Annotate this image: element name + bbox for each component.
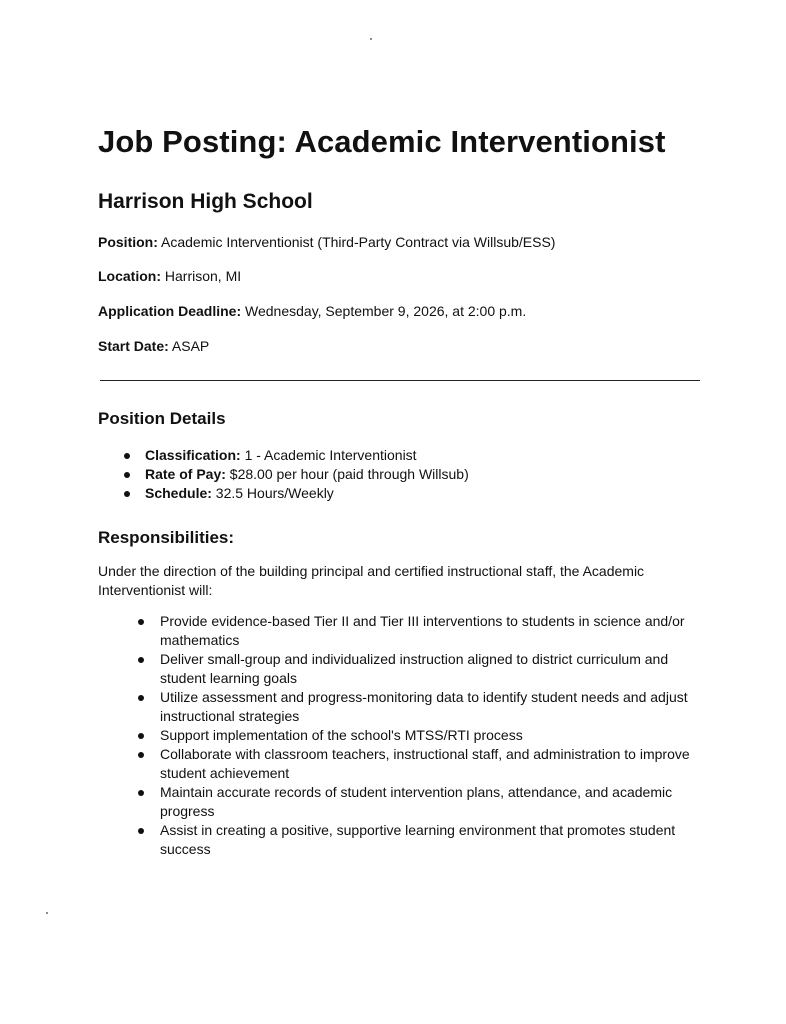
- list-item: Maintain accurate records of student intervention plans, attendance, and academic progress: [160, 783, 705, 821]
- responsibilities-intro: Under the direction of the building principal and certified instructional staff, the Academic Interventionist will:: [98, 563, 645, 598]
- position-field: [98, 234, 555, 250]
- list-item: Collaborate with classroom teachers, instructional staff, and administration to improve student achievement: [160, 745, 705, 783]
- position-details-heading: Position Details: [98, 409, 226, 428]
- list-item: Deliver small-group and individualized instruction aligned to district curriculum and student learning goals: [160, 650, 705, 688]
- school-name: Harrison High School: [98, 190, 313, 213]
- field-value: Harrison, MI: [161, 268, 242, 284]
- list-item: Assist in creating a positive, supportive learning environment that promotes student success: [160, 821, 705, 859]
- start-date-field: [98, 338, 209, 354]
- item-value: 1 - Academic Interventionist: [240, 447, 417, 463]
- list-item: [145, 465, 705, 484]
- scan-speck: [46, 912, 48, 914]
- field-label: Application Deadline:: [98, 303, 242, 319]
- field-label: Position:: [98, 234, 158, 250]
- horizontal-divider: [100, 380, 700, 381]
- field-label: Start Date:: [98, 338, 169, 354]
- deadline-field: [98, 303, 526, 319]
- list-item: Support implementation of the school's MTSS/RTI process: [160, 726, 705, 745]
- item-label: Classification:: [145, 447, 241, 463]
- item-label: Rate of Pay:: [145, 466, 226, 482]
- list-item: [145, 484, 705, 503]
- item-value: $28.00 per hour (paid through Willsub): [225, 466, 469, 482]
- position-details-list: [145, 446, 705, 503]
- field-label: Location:: [98, 268, 161, 284]
- item-value: 32.5 Hours/Weekly: [211, 485, 334, 501]
- list-item: [145, 446, 705, 465]
- scan-speck: [370, 38, 372, 40]
- responsibilities-list: [160, 612, 705, 859]
- list-item: Provide evidence-based Tier II and Tier III interventions to students in science and/or mathematics: [160, 612, 705, 650]
- field-value: Academic Interventionist (Third-Party Contract via Willsub/ESS): [157, 234, 556, 250]
- field-value: ASAP: [168, 338, 210, 354]
- location-field: [98, 268, 241, 284]
- item-label: Schedule:: [145, 485, 212, 501]
- document-title: Job Posting: Academic Interventionist: [98, 124, 666, 159]
- list-item: Utilize assessment and progress-monitoring data to identify student needs and adjust instructional strategies: [160, 688, 705, 726]
- field-value: Wednesday, September 9, 2026, at 2:00 p.m.: [241, 303, 527, 319]
- responsibilities-heading: Responsibilities:: [98, 528, 235, 547]
